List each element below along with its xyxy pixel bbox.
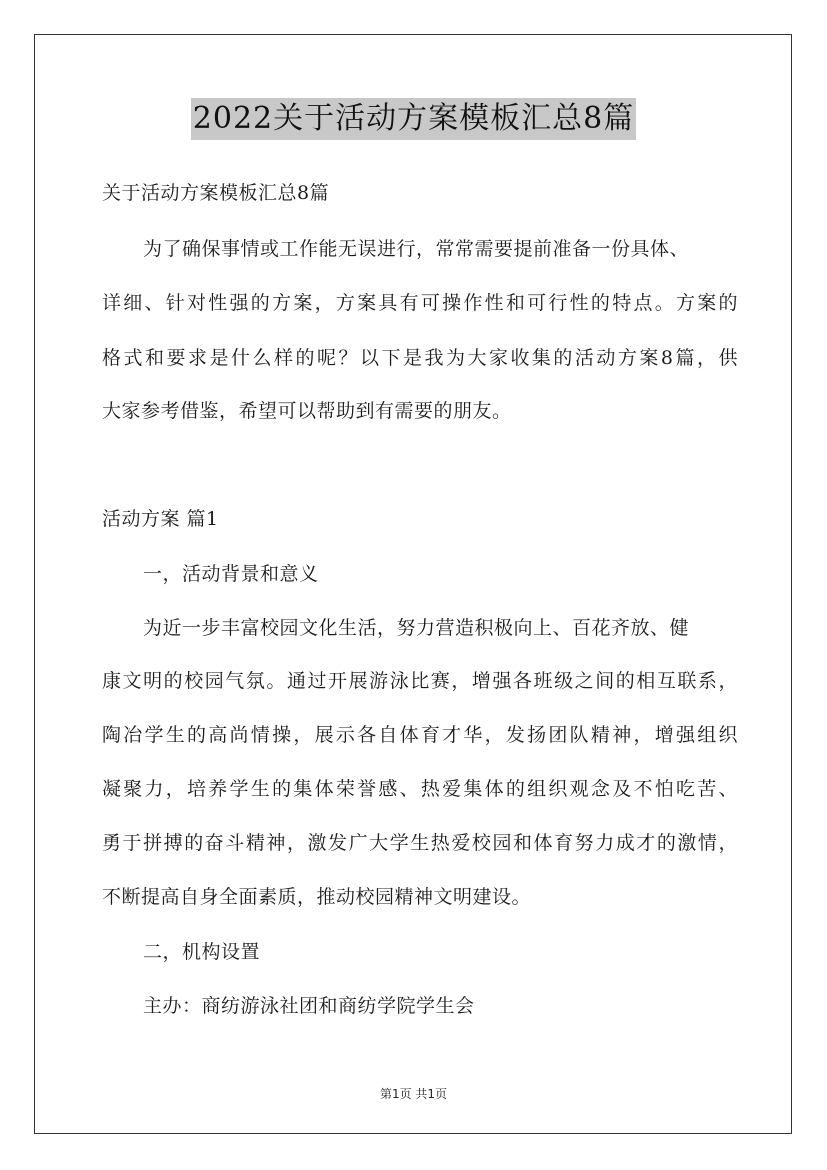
- intro-line-3: 格式和要求是什么样的呢？以下是我为大家收集的活动方案8篇，供: [102, 347, 738, 369]
- title-container: [0, 98, 827, 140]
- intro-line-1: 为了确保事情或工作能无误进行，常常需要提前准备一份具体、: [143, 238, 690, 260]
- intro-line-4: 大家参考借鉴，希望可以帮助到有需要的朋友。: [102, 400, 512, 422]
- item1-line-6: 不断提高自身全面素质，推动校园精神文明建设。: [102, 886, 532, 908]
- item1-line-1: 为近一步丰富校园文化生活，努力营造积极向上、百花齐放、健: [143, 617, 690, 639]
- item2-heading: 二，机构设置: [143, 941, 261, 963]
- item1-line-4: 凝聚力，培养学生的集体荣誉感、热爱集体的组织观念及不怕吃苦、: [102, 778, 738, 800]
- page-number-footer: 第1页 共1页: [379, 1087, 448, 1101]
- item1-heading: 一，活动背景和意义: [143, 563, 319, 585]
- host-line: 主办：商纺游泳社团和商纺学院学生会: [143, 995, 475, 1017]
- intro-line-2: 详细、针对性强的方案，方案具有可操作性和可行性的特点。方案的: [102, 292, 738, 314]
- item1-line-3: 陶冶学生的高尚情操，展示各自体育才华，发扬团队精神，增强组织: [102, 724, 738, 746]
- document-title: 2022关于活动方案模板汇总8篇: [191, 98, 636, 140]
- document-subtitle: 关于活动方案模板汇总8篇: [102, 182, 330, 204]
- item1-line-2: 康文明的校园气氛。通过开展游泳比赛，增强各班级之间的相互联系，: [102, 670, 738, 692]
- section-heading: 活动方案 篇1: [102, 508, 219, 530]
- item1-line-5: 勇于拼搏的奋斗精神，激发广大学生热爱校园和体育努力成才的激情，: [102, 832, 738, 854]
